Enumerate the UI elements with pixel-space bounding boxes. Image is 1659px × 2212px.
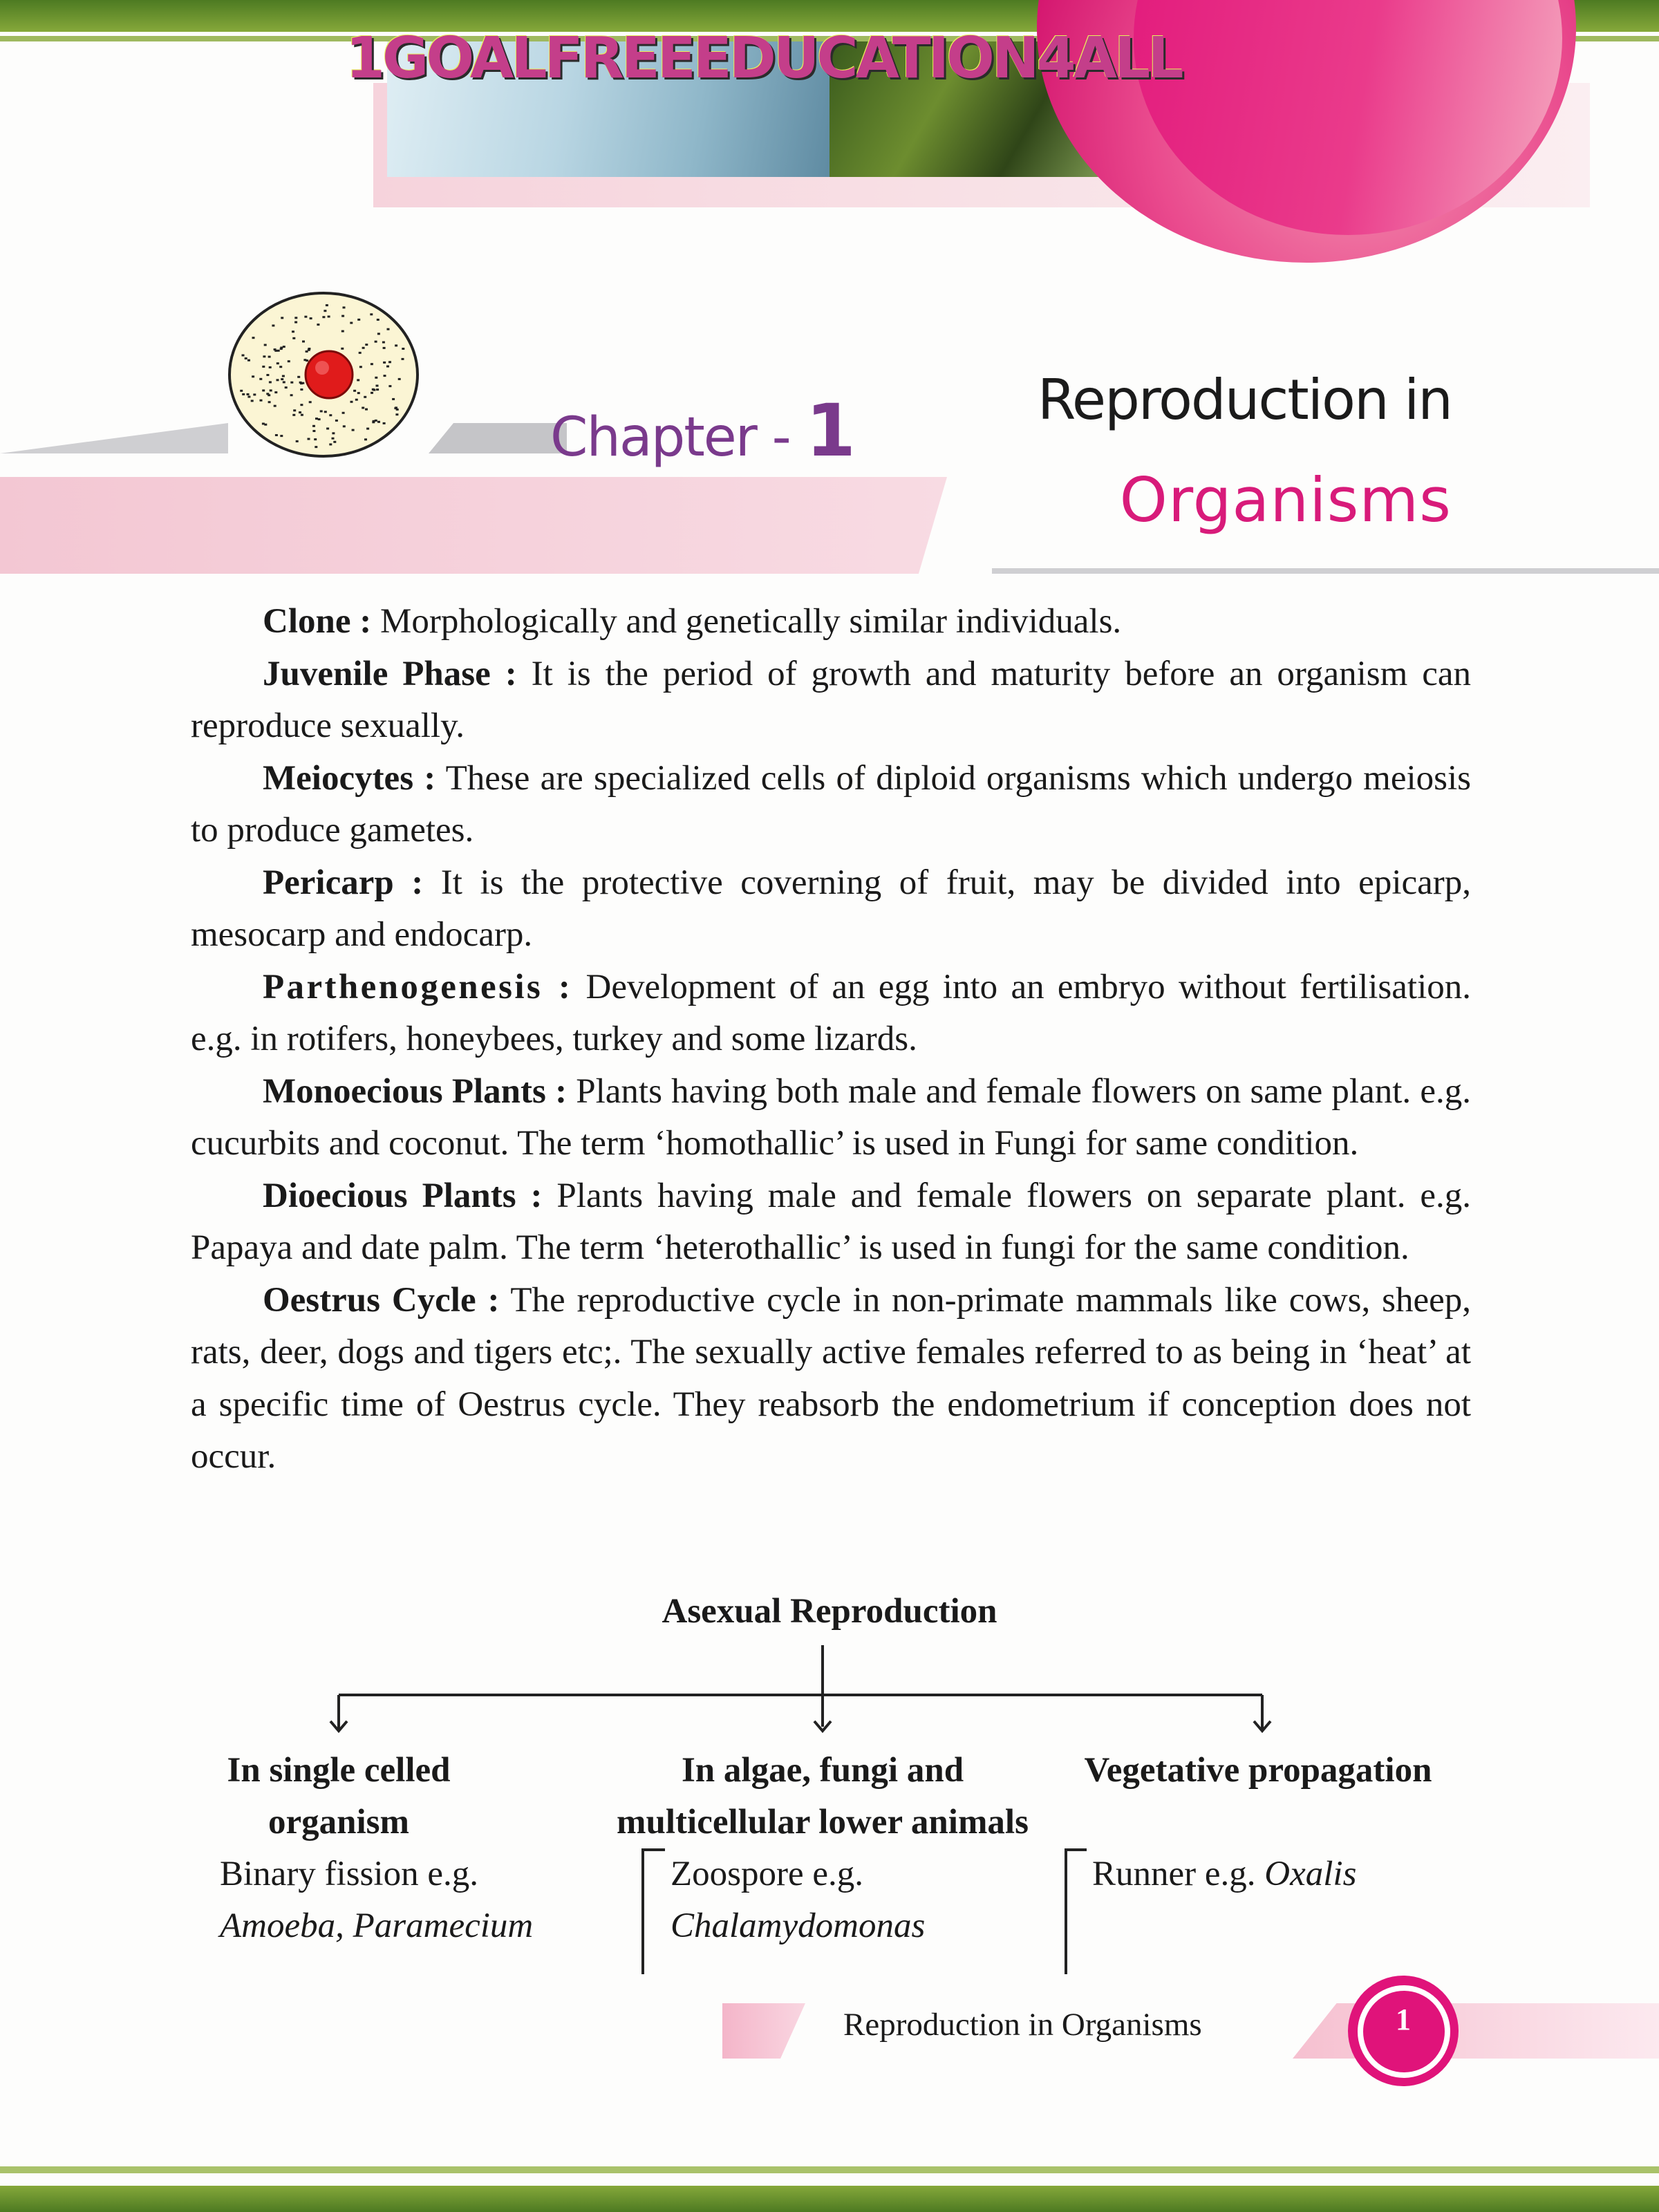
cell-speckle [299,411,301,413]
cell-speckle [383,362,386,364]
cell-speckle [280,348,283,350]
chapter-gray-bar-mid [429,423,567,453]
cell-speckle [247,396,250,398]
cell-speckle [315,418,318,420]
example-line: Runner e.g. [1092,1855,1265,1893]
cell-speckle [357,379,359,381]
cell-speckle [386,366,389,368]
definition-text: Plants having male and female flowers on separate plant. e.g. Papaya and date palm. The term ‘heterothallic’ is used in fungi for the same condition. [191,1176,1472,1267]
definition-parthenogenesis [191,962,1471,1066]
cell-illustration [228,290,435,463]
cell-speckle [268,394,270,396]
cell-speckle [335,420,338,422]
cell-speckle [376,385,379,387]
cell-speckle [294,317,297,319]
cell-speckle [373,420,375,422]
cell-speckle [264,424,267,426]
cell-speckle [324,411,327,413]
definition-clone [191,596,1471,648]
cell-speckle [364,438,367,440]
cell-speckle [293,409,296,411]
cell-speckle [240,390,243,392]
cell-speckle [308,438,310,440]
cell-speckle [341,315,344,317]
cell-speckle [274,348,276,350]
cell-speckle [263,355,265,357]
chapter-gray-rule [992,568,1659,574]
flowchart-title: Asexual Reproduction [662,1592,997,1631]
page-number: 1 [1396,2003,1411,2036]
cell-speckle [318,418,321,420]
chapter-pink-band [0,477,947,574]
cell-speckle [303,359,306,361]
cell-speckle [315,446,317,448]
cell-speckle [314,438,317,440]
example-organisms [671,1900,925,1952]
branch-heading-line: In algae, fungi and [681,1751,964,1790]
cell-speckle [341,348,344,350]
cell-speckle [276,362,279,364]
definition-term: Dioecious Plants : [263,1176,543,1215]
cell-speckle [268,401,271,403]
cell-speckle [372,388,375,391]
definitions-list [191,596,1471,1483]
cell-speckle [329,414,332,416]
branch-heading-line: Vegetative propagation [1084,1751,1432,1790]
cell-speckle [332,432,335,434]
example-organisms-text: Chalamydomonas [671,1906,926,1945]
cell-speckle [247,359,250,362]
chapter-title-line2: Organisms [1119,465,1452,536]
cell-speckle [283,346,285,348]
bracket-zoospore [643,1850,665,1974]
bottom-green-rule [0,2166,1659,2173]
definition-oestrus-cycle [191,1275,1471,1483]
definition-text: The reproductive cycle in non-primate mammals like cows, sheep, rats, deer, dogs and tigers etc;. The sexually active females referred to as being in ‘heat’ at a specific time of Oestrus cycle. They reabsorb the endometrium if conception does not occur. [191,1280,1471,1476]
cell-speckle [300,382,303,384]
cell-speckle [274,405,276,407]
cell-speckle [376,388,379,391]
cell-speckle [326,428,329,430]
cell-speckle [282,375,285,377]
cell-speckle [352,429,355,431]
cell-speckle [371,392,373,394]
cell-speckle [280,435,283,437]
cell-speckle [290,394,293,396]
cell-speckle [245,357,247,359]
cell-speckle [292,330,294,332]
cell-speckle [343,306,346,308]
cell-speckle [281,378,283,380]
cell-speckle [365,344,368,346]
cell-speckle [384,375,386,377]
cell-speckle [262,366,265,368]
cell-speckle [326,304,328,306]
cell-speckle [259,378,262,380]
cell-speckle [383,347,386,349]
cell-speckle [395,406,397,409]
definition-monoecious-plants [191,1066,1471,1170]
definition-term: Monoecious Plants : [263,1071,568,1111]
cell-speckle [402,348,404,350]
cell-speckle [402,358,404,360]
cell-speckle [300,388,303,391]
cell-speckle [252,337,255,339]
cell-speckle [312,430,315,432]
cell-speckle [251,400,254,402]
branch-example-binary-fission [220,1848,533,1952]
cell-speckle [371,363,373,365]
cell-speckle [375,341,377,343]
cell-speckle [392,398,395,400]
cell-speckle [268,356,271,358]
cell-speckle [350,322,353,324]
definition-text: These are specialized cells of diploid organisms which undergo meiosis to produce gametes. [191,758,1472,850]
cell-speckle [266,374,269,376]
cell-speckle [341,330,344,332]
bracket-runner [1066,1850,1087,1974]
cell-speckle [387,328,390,330]
cell-speckle [388,361,391,363]
footer-running-title: Reproduction in Organisms [843,2007,1202,2043]
cell-speckle [262,389,265,391]
cell-speckle [377,332,380,335]
cell-speckle [269,381,272,383]
cell-speckle [328,316,330,318]
cell-speckle [294,321,297,324]
cell-speckle [306,350,308,353]
cell-speckle [332,438,335,440]
branch-heading-line: In single celled [227,1751,451,1790]
cell-speckle [283,381,285,383]
cell-speckle [242,355,245,357]
cell-speckle [310,317,312,319]
cell-speckle [350,401,353,403]
definition-text: It is the period of growth and maturity before an organism can reproduce sexually. [191,654,1472,745]
cell-speckle [304,316,307,318]
example-organisms-text: Oxalis [1264,1855,1357,1893]
cell-speckle [274,391,277,393]
cell-speckle [269,366,272,368]
definition-text: Development of an egg into an embryo without fertilisation. e.g. in rotifers, honeybees, turkey and some lizards. [191,967,1471,1058]
cell-speckle [296,440,299,442]
cell-speckle [275,434,278,436]
page-number-badge [1348,1976,1459,2086]
cell-speckle [329,443,332,445]
cell-speckle [362,407,364,409]
branch-heading-algae-fungi [574,1745,1071,1848]
cell-speckle [272,325,274,327]
definition-term: Juvenile Phase : [263,654,517,693]
cell-speckle [366,428,369,430]
cell-speckle [260,400,263,402]
definition-term: Clone : [263,602,372,641]
cell-speckle [301,414,303,416]
cell-speckle [324,310,326,312]
chapter-title-line1: Reproduction in [1037,368,1452,432]
example-organisms-text: Amoeba, Paramecium [220,1906,534,1945]
bottom-green-band [0,2186,1659,2212]
branch-heading-line: multicellular lower animals [617,1803,1029,1841]
definition-term: Oestrus Cycle : [263,1280,500,1320]
cell-speckle [279,366,282,368]
definition-text: Morphologically and genetically similar individuals. [371,602,1122,641]
cell-speckle [343,425,346,427]
cell-speckle [377,421,380,423]
cell-speckle [262,423,265,425]
cell-speckle [317,324,319,326]
chapter-gray-bar-left [0,423,228,453]
cell-speckle [320,410,323,412]
cell-speckle [377,319,379,321]
example-organisms [220,1900,533,1952]
definition-text: Plants having both male and female flowers on same plant. e.g. cucurbits and coconut. The term ‘homothallic’ is used in Fungi for same condition. [191,1071,1471,1163]
cell-speckle [357,392,360,394]
branch-heading-vegetative [1051,1745,1465,1797]
chapter-label-text: Chapter - [550,406,806,469]
cell-speckle [252,375,254,377]
definition-juvenile-phase [191,648,1471,753]
cell-speckle [398,378,401,380]
branch-example-runner [1092,1848,1356,1900]
example-line: Binary fission e.g. [220,1855,478,1893]
cell-speckle [355,399,358,401]
cell-speckle [288,360,290,362]
cell-speckle [292,414,295,416]
cell-speckle [333,441,336,443]
cell-speckle [375,377,377,379]
chapter-number: 1 [805,388,854,473]
definition-term: Meiocytes : [263,758,436,798]
definition-text: It is the protective coverning of fruit, may be divided into epicarp, mesocarp and endocarp. [191,863,1471,954]
branch-heading-single-celled [187,1745,491,1848]
cell-speckle [312,425,315,427]
cell-speckle [365,409,368,411]
cell-speckle [359,366,362,368]
cell-speckle [395,344,397,346]
cell-speckle [247,393,250,395]
branch-example-zoospore [671,1848,925,1952]
cell-speckle [242,393,245,395]
cell-speckle [395,413,398,415]
cell-speckle [308,348,310,350]
cell-speckle [290,382,293,384]
cell-speckle [359,352,362,354]
branch-heading-line: organism [268,1803,409,1841]
cell-speckle [357,319,360,321]
cell-speckle [383,422,386,424]
cell-speckle [276,379,279,381]
cell-speckle [270,389,272,391]
definition-term: Parthenogenesis : [263,967,573,1006]
cell-speckle [297,376,300,378]
site-watermark-title: 1GOALFREEEDUCATION4ALL [346,26,1181,91]
cell-speckle [309,401,312,403]
cell-speckle [370,313,373,315]
cell-speckle [253,393,256,395]
cell-speckle [277,350,280,352]
cell-speckle [300,404,303,406]
definition-meiocytes [191,753,1471,857]
cell-speckle [382,341,385,344]
cell-speckle [285,386,288,388]
cell-speckle [264,344,267,346]
definition-dioecious-plants [191,1170,1471,1275]
chapter-label [550,388,854,473]
cell-speckle [322,316,325,318]
example-line: Zoospore e.g. [671,1855,864,1893]
definition-term: Pericarp : [263,863,424,902]
cell-speckle [362,347,365,349]
cell-speckle [364,396,366,398]
definition-pericarp [191,857,1471,962]
cell-speckle [292,337,295,339]
cell-speckle [302,341,305,343]
cell-speckle [342,412,345,414]
cell-speckle [281,317,283,319]
cell-speckle [353,390,356,392]
footer-pink-accent-left [722,2003,805,2059]
cell-speckle [388,385,391,387]
